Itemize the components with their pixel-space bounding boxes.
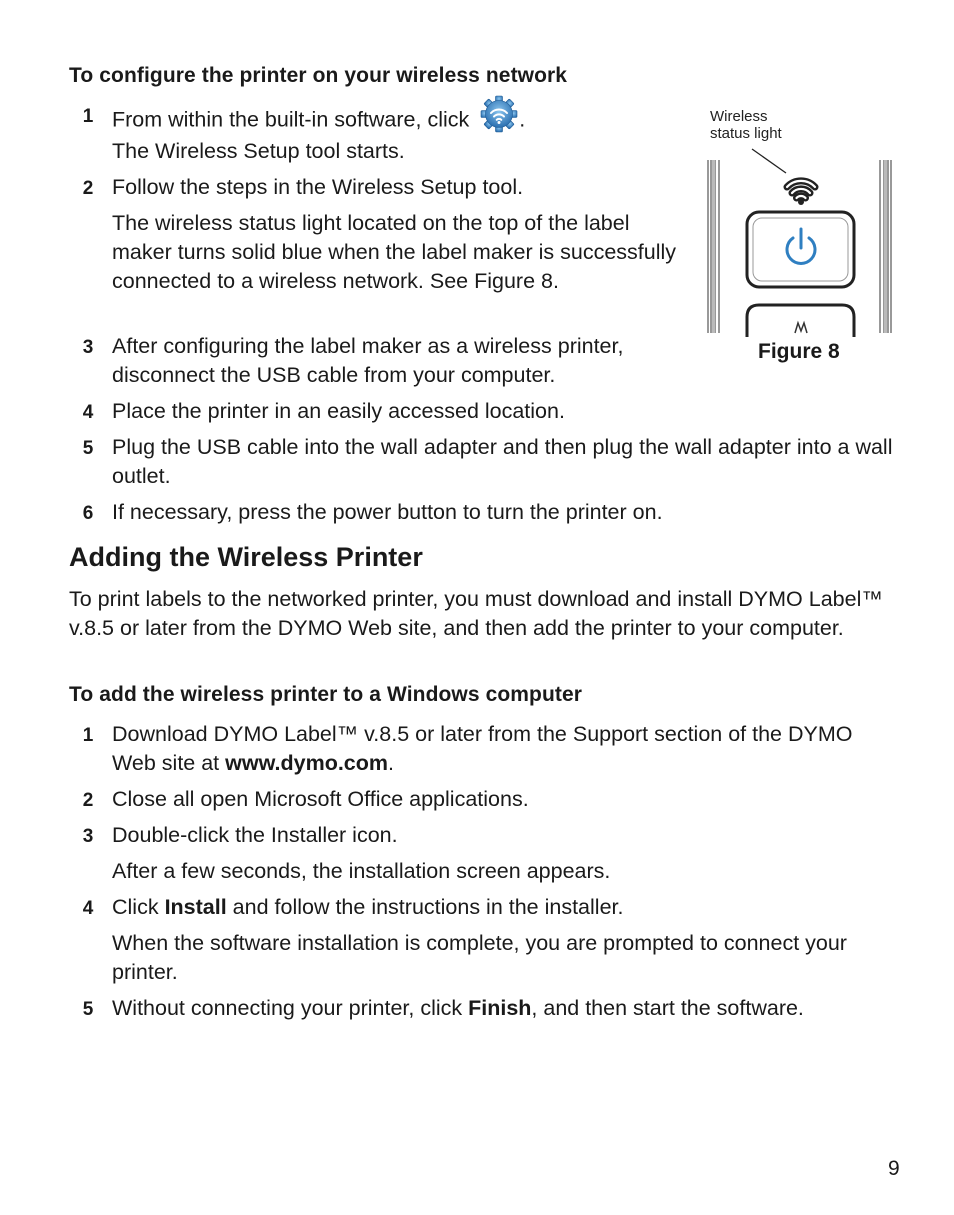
step-text: If necessary, press the power button to turn the printer on. <box>112 500 663 524</box>
step-text <box>112 720 872 778</box>
step-text: Plug the USB cable into the wall adapter and then plug the wall adapter into a wall outlet. <box>112 435 893 488</box>
page-number: 9 <box>888 1157 900 1180</box>
step-note: The Wireless Setup tool starts. <box>112 139 405 163</box>
step-text-part: . <box>388 751 394 775</box>
step-text-part: Without connecting your printer, click <box>112 996 469 1020</box>
step-note: The wireless status light located on the top of the label maker turns solid blue when the label maker is successfully connected to a wireless network. See Figure 8. <box>112 211 677 293</box>
figure-caption: Figure 8 <box>758 340 840 363</box>
step-text: After configuring the label maker as a wireless printer, disconnect the USB cable from your computer. <box>112 334 624 387</box>
step-text <box>112 893 623 922</box>
step-text <box>112 994 804 1023</box>
wifi-icon <box>787 181 815 205</box>
install-term: Install <box>164 895 227 919</box>
figure-8-illustration <box>700 145 900 337</box>
step-text: Close all open Microsoft Office applications. <box>112 787 529 811</box>
wireless-setup-gear-icon[interactable] <box>479 95 519 141</box>
secondary-button <box>747 305 854 337</box>
power-button <box>747 212 854 287</box>
step-note: After a few seconds, the installation screen appears. <box>112 859 611 883</box>
figure-label-line: Wireless <box>710 108 768 125</box>
step-note: When the software installation is complete, you are prompted to connect your printer. <box>112 931 847 984</box>
step-number: 1 <box>82 725 94 746</box>
figure-label-line: status light <box>710 125 782 142</box>
figure-label <box>710 108 782 142</box>
section-heading-adding: Adding the Wireless Printer <box>69 542 423 572</box>
section-heading-windows: To add the wireless printer to a Windows computer <box>69 683 583 706</box>
step-number: 2 <box>82 178 94 199</box>
step-number: 3 <box>82 826 94 847</box>
intro-paragraph: To print labels to the networked printer, you must download and install DYMO Label™ v.8.5 or later from the DYMO Web site, and then add the printer to your computer. <box>69 587 883 640</box>
step-text-part: From within the built-in software, click <box>112 107 470 132</box>
dymo-website-link[interactable]: www.dymo.com <box>225 751 389 775</box>
step-number: 4 <box>82 402 94 423</box>
step-number: 5 <box>82 438 94 459</box>
step-text-part: and follow the instructions in the installer. <box>226 895 624 919</box>
step-text: Follow the steps in the Wireless Setup tool. <box>112 175 524 199</box>
step-text: Place the printer in an easily accessed location. <box>112 399 565 423</box>
step-text-part: . <box>519 107 526 132</box>
step-text-part: , and then start the software. <box>531 996 804 1020</box>
step-text-part: Click <box>112 895 165 919</box>
step-number: 1 <box>82 106 94 127</box>
step-text: Double-click the Installer icon. <box>112 823 398 847</box>
section-heading-configure: To configure the printer on your wireless network <box>69 64 568 87</box>
leader-line <box>752 149 786 173</box>
step-number: 3 <box>82 337 94 358</box>
step-number: 6 <box>82 503 94 524</box>
finish-term: Finish <box>468 996 532 1020</box>
step-text-part: Download DYMO Label™ v.8.5 or later from the Support section of the DYMO Web site at <box>112 722 853 775</box>
step-text <box>112 101 525 141</box>
step-number: 5 <box>82 999 94 1020</box>
step-number: 2 <box>82 790 94 811</box>
step-number: 4 <box>82 898 94 919</box>
